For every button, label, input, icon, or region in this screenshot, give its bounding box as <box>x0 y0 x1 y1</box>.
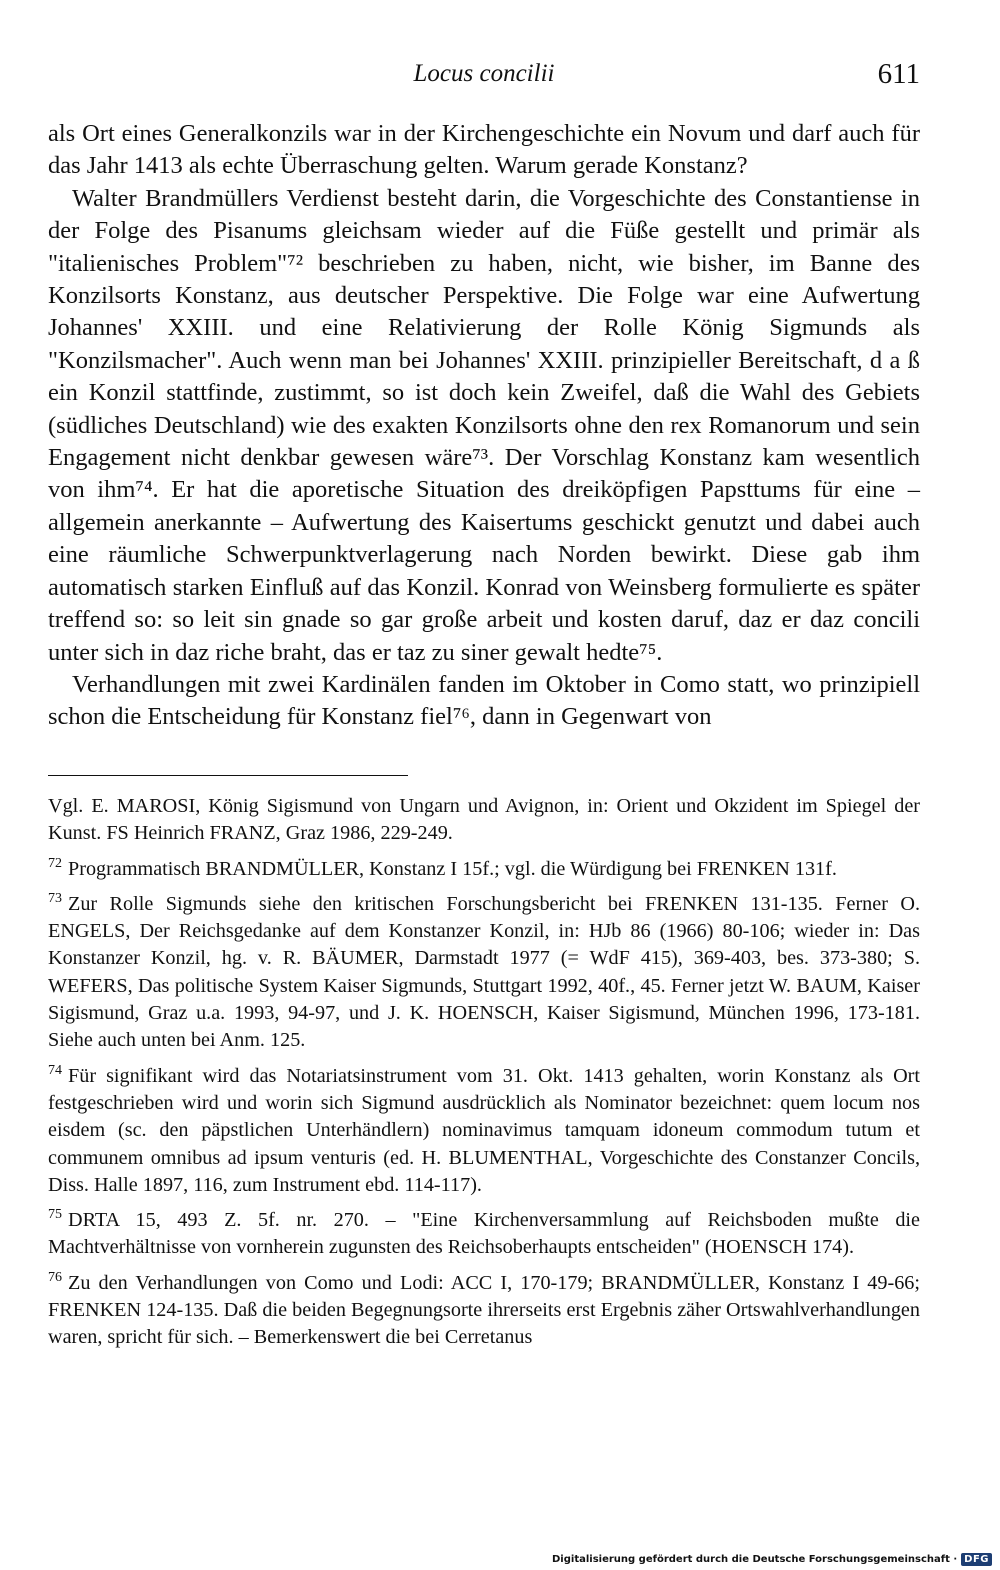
page-header <box>48 58 920 98</box>
paragraph: Walter Brandmüllers Verdienst besteht darin, die Vorgeschichte des Constantiense in der Folge des Pisanums gleichsam wieder auf die Füße gestellt und primär als "italienisches Problem"⁷² beschrieben zu haben, nicht, wie bisher, im Banne des Konzilsorts Konstanz, aus deutscher Perspektive. Die Folge war eine Aufwertung Johannes' XXIII. und eine Relativierung der Rolle König Sigmunds als "Konzilsmacher". Auch wenn man bei Johannes' XXIII. prinzipieller Bereitschaft, d a ß ein Konzil stattfinde, zustimmt, so ist doch kein Zweifel, daß die Wahl des Gebiets (südliches Deutschland) wie des exakten Konzilsorts ohne den rex Romanorum und sein Engagement nicht denkbar gewesen wäre⁷³. Der Vorschlag Konstanz kam wesentlich von ihm⁷⁴. Er hat die aporetische Situation des dreiköpfigen Papsttums für eine – allgemein anerkannte – Aufwertung des Kaisertums geschickt genutzt und dabei auch eine räumliche Schwerpunktverlagerung nach Norden bewirkt. Diese gab ihm automatisch starken Einfluß auf das Konzil. Konrad von Weinsberg formulierte es später treffend so: so leit sin gnade so gar große arbeit und kosten daruf, daz er daz concili unter sich in daz riche braht, das er taz zu siner gewalt hedte⁷⁵. <box>48 184 920 666</box>
footnote-number: 74 <box>48 1062 62 1078</box>
credit-text: Digitalisierung gefördert durch die Deutsche Forschungsgemeinschaft · <box>552 1554 958 1565</box>
digitization-credit <box>552 1553 992 1566</box>
footnote <box>48 856 920 883</box>
footnote-text: Programmatisch BRANDMÜLLER, Konstanz I 15f.; vgl. die Würdigung bei FRENKEN 131f. <box>68 857 837 880</box>
page-number: 611 <box>877 58 920 90</box>
footnote <box>48 1207 920 1262</box>
paragraph: als Ort eines Generalkonzils war in der Kirchengeschichte ein Novum und darf auch für das Jahr 1413 als echte Überraschung gelten. Warum gerade Konstanz? <box>48 120 920 180</box>
dfg-logo: DFG <box>961 1553 992 1566</box>
footnote <box>48 1270 920 1352</box>
footnote-continuation: Vgl. E. MAROSI, König Sigismund von Ungarn und Avignon, in: Orient und Okzident im Spiegel der Kunst. FS Heinrich FRANZ, Graz 1986, 229-249. <box>48 795 920 845</box>
footnotes <box>48 793 920 1360</box>
footnote-separator <box>48 775 408 776</box>
footnote-number: 76 <box>48 1270 62 1286</box>
footnote-text: Zur Rolle Sigmunds siehe den kritischen Forschungsbericht bei FRENKEN 131-135. Ferner O. ENGELS, Der Reichsgedanke auf dem Konstanzer Konzil, in: HJb 86 (1966) 80-106; wieder in: Das Konstanzer Konzil, hg. v. R. BÄUMER, Darmstadt 1977 (= WdF 415), 369-403, bes. 373-380; S. WEFERS, Das politische System Kaiser Sigmunds, Stuttgart 1992, 40f., 45. Ferner jetzt W. BAUM, Kaiser Sigismund, Graz u.a. 1993, 94-97, und J. K. HOENSCH, Kaiser Sigismund, München 1996, 173-181. Siehe auch unten bei Anm. 125. <box>48 892 920 1052</box>
running-title: Locus concilii <box>413 60 555 87</box>
footnote-text: DRTA 15, 493 Z. 5f. nr. 270. – "Eine Kirchenversammlung auf Reichsboden mußte die Machtverhältnisse von vornherein zugunsten des Reichsoberhaupts entscheiden" (HOENSCH 174). <box>48 1209 920 1259</box>
body-text <box>48 118 920 734</box>
footnote <box>48 1063 920 1199</box>
footnote-text: Zu den Verhandlungen von Como und Lodi: ACC I, 170-179; BRANDMÜLLER, Konstanz I 49-66; FRENKEN 124-135. Daß die beiden Begegnungsorte ihrerseits erst Ergebnis zäher Ortswahlverhandlungen waren, spricht für sich. – Bemerkenswert die bei Cerretanus <box>48 1271 920 1349</box>
footnote-text: Für signifikant wird das Notariatsinstrument vom 31. Okt. 1413 gehalten, worin Konstanz als Ort festgeschrieben wird und worin sich Sigmund ausdrücklich als Nominator bezeichnet: quem locum nos eisdem (sc. den päpstlichen Unterhändlern) nominavimus tamquam idoneum commodum tutum et communem omnibus ad ipsum venturis (ed. H. BLUMENTHAL, Vorgeschichte des Constanzer Concils, Diss. Halle 1897, 116, zum Instrument ebd. 114-117). <box>48 1064 920 1196</box>
footnote <box>48 891 920 1055</box>
footnote-number: 73 <box>48 891 62 907</box>
footnote-number: 75 <box>48 1207 62 1223</box>
footnote-number: 72 <box>48 855 62 871</box>
paragraph: Verhandlungen mit zwei Kardinälen fanden im Oktober in Como statt, wo prinzipiell schon die Entscheidung für Konstanz fiel⁷⁶, dann in Gegenwart von <box>48 670 920 731</box>
